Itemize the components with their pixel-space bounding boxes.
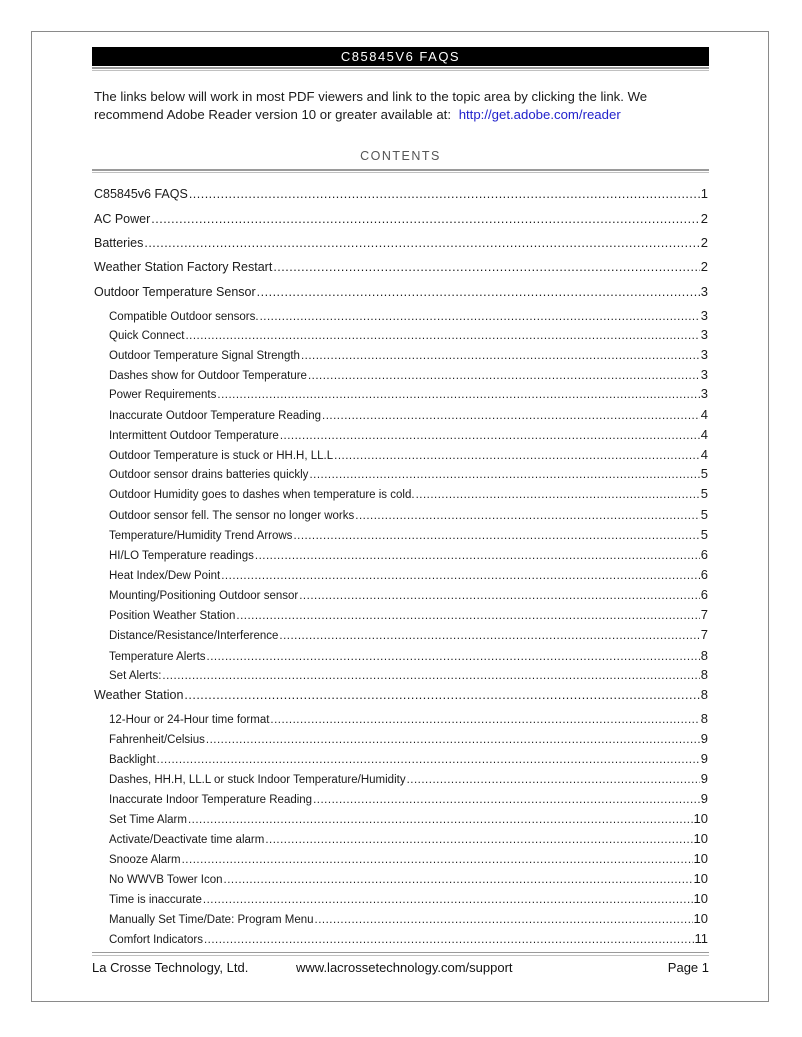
toc-dot-leader — [315, 914, 693, 926]
toc-dot-leader — [322, 410, 700, 422]
toc-dot-leader — [309, 469, 699, 481]
contents-divider — [92, 169, 709, 171]
toc-entry-page: 3 — [700, 308, 708, 323]
toc-entry[interactable] — [109, 731, 708, 749]
toc-entry[interactable] — [109, 587, 708, 605]
toc-dot-leader — [184, 688, 699, 702]
toc-entry-title: Backlight — [109, 754, 156, 766]
intro-text: The links below will work in most PDF viewers and link to the topic area by clicking the link. We recommend Adobe Reader version 10 or greater available at: — [94, 89, 648, 122]
toc-dot-leader — [207, 651, 700, 663]
toc-entry[interactable] — [109, 627, 708, 645]
toc-entry-page: 5 — [700, 486, 708, 501]
toc-dot-leader — [279, 630, 699, 642]
toc-entry-page: 8 — [700, 667, 708, 682]
document-title: C85845V6 FAQS — [92, 47, 709, 66]
toc-entry-page: 2 — [700, 235, 708, 250]
toc-entry[interactable] — [109, 547, 708, 565]
toc-entry-title: Outdoor sensor fell. The sensor no longer works — [109, 510, 355, 522]
toc-entry[interactable] — [94, 284, 708, 302]
toc-entry[interactable] — [109, 891, 708, 909]
toc-entry[interactable] — [109, 407, 708, 425]
toc-dot-leader — [334, 450, 700, 462]
toc-entry-title: Batteries — [94, 236, 144, 250]
footer-company: La Crosse Technology, Ltd. — [92, 960, 249, 975]
toc-entry-page: 6 — [700, 587, 708, 602]
toc-entry[interactable] — [109, 507, 708, 525]
toc-entry[interactable] — [94, 211, 708, 229]
toc-entry[interactable] — [94, 259, 708, 277]
toc-entry-title: Weather Station — [94, 688, 184, 702]
toc-entry-page: 8 — [700, 687, 708, 702]
toc-entry-title: Position Weather Station — [109, 610, 236, 622]
toc-entry[interactable] — [109, 851, 708, 869]
toc-entry[interactable] — [109, 347, 708, 365]
toc-entry-title: Compatible Outdoor sensors. — [109, 311, 259, 323]
toc-entry-title: Temperature Alerts — [109, 651, 206, 663]
toc-entry-title: Quick Connect — [109, 330, 185, 342]
toc-entry-page: 3 — [700, 347, 708, 362]
toc-entry-title: 12-Hour or 24-Hour time format — [109, 714, 270, 726]
intro-paragraph — [94, 88, 714, 124]
toc-entry[interactable] — [109, 648, 708, 666]
toc-entry[interactable] — [109, 607, 708, 625]
toc-entry-page: 10 — [693, 871, 708, 886]
toc-dot-leader — [151, 212, 699, 226]
toc-entry[interactable] — [109, 871, 708, 889]
toc-dot-leader — [188, 814, 693, 826]
toc-dot-leader — [204, 934, 694, 946]
toc-entry-page: 10 — [693, 831, 708, 846]
toc-dot-leader — [144, 236, 699, 250]
toc-entry[interactable] — [94, 235, 708, 253]
toc-entry[interactable] — [109, 447, 708, 465]
toc-entry[interactable] — [109, 811, 708, 829]
footer-url: www.lacrossetechnology.com/support — [296, 960, 513, 975]
toc-entry-title: Power Requirements — [109, 389, 217, 401]
toc-entry-title: Weather Station Factory Restart — [94, 260, 273, 274]
toc-dot-leader — [407, 774, 700, 786]
toc-entry-title: AC Power — [94, 212, 151, 226]
toc-entry-title: Dashes show for Outdoor Temperature — [109, 370, 307, 382]
toc-dot-leader — [221, 570, 700, 582]
toc-entry-title: Mounting/Positioning Outdoor sensor — [109, 590, 299, 602]
toc-entry-page: 9 — [700, 731, 708, 746]
toc-entry-title: Dashes, HH.H, LL.L or stuck Indoor Temperature/Humidity — [109, 774, 406, 786]
footer-page-number: Page 1 — [667, 960, 709, 975]
toc-entry[interactable] — [94, 687, 708, 705]
toc-entry[interactable] — [109, 791, 708, 809]
toc-entry-title: Time is inaccurate — [109, 894, 202, 906]
toc-entry-title: C85845v6 FAQS — [94, 187, 188, 201]
toc-dot-leader — [265, 834, 692, 846]
toc-dot-leader — [299, 590, 700, 602]
toc-entry[interactable] — [109, 466, 708, 484]
toc-dot-leader — [280, 430, 700, 442]
adobe-reader-link[interactable]: http://get.adobe.com/reader — [458, 107, 621, 122]
toc-entry-page: 8 — [700, 711, 708, 726]
toc-entry-page: 3 — [700, 386, 708, 401]
toc-entry-page: 9 — [700, 771, 708, 786]
toc-dot-leader — [273, 260, 699, 274]
toc-entry-page: 10 — [693, 891, 708, 906]
toc-entry[interactable] — [109, 711, 708, 729]
toc-entry[interactable] — [109, 667, 708, 685]
toc-dot-leader — [189, 187, 700, 201]
toc-entry[interactable] — [109, 751, 708, 769]
toc-entry[interactable] — [109, 931, 708, 949]
toc-dot-leader — [157, 754, 700, 766]
toc-entry-title: Set Alerts: — [109, 670, 162, 682]
toc-entry[interactable] — [109, 367, 708, 385]
toc-dot-leader — [308, 370, 700, 382]
toc-entry-page: 4 — [700, 427, 708, 442]
toc-entry-title: Temperature/Humidity Trend Arrows — [109, 530, 293, 542]
toc-entry-title: No WWVB Tower Icon — [109, 874, 223, 886]
toc-entry-title: Fahrenheit/Celsius — [109, 734, 205, 746]
toc-entry-title: Intermittent Outdoor Temperature — [109, 430, 279, 442]
toc-entry-page: 7 — [700, 627, 708, 642]
toc-entry-page: 10 — [693, 811, 708, 826]
toc-entry-title: HI/LO Temperature readings — [109, 550, 254, 562]
toc-dot-leader — [260, 311, 700, 323]
toc-entry-page: 3 — [700, 327, 708, 342]
toc-entry-title: Outdoor Temperature Signal Strength — [109, 350, 300, 362]
toc-entry-page: 2 — [700, 259, 708, 274]
toc-dot-leader — [313, 794, 700, 806]
toc-entry-title: Heat Index/Dew Point — [109, 570, 221, 582]
toc-entry-page: 5 — [700, 527, 708, 542]
toc-entry-page: 9 — [700, 751, 708, 766]
toc-entry[interactable] — [109, 567, 708, 585]
footer-divider — [92, 952, 709, 953]
toc-entry[interactable] — [109, 771, 708, 789]
toc-dot-leader — [203, 894, 693, 906]
toc-entry-title: Activate/Deactivate time alarm — [109, 834, 265, 846]
toc-dot-leader — [162, 670, 699, 682]
toc-dot-leader — [206, 734, 700, 746]
toc-entry-title: Manually Set Time/Date: Program Menu — [109, 914, 314, 926]
toc-entry-page: 8 — [700, 648, 708, 663]
toc-entry[interactable] — [109, 486, 708, 504]
toc-dot-leader — [355, 510, 700, 522]
toc-dot-leader — [224, 874, 693, 886]
toc-entry-title: Distance/Resistance/Interference — [109, 630, 279, 642]
toc-entry-page: 4 — [700, 407, 708, 422]
toc-entry-page: 5 — [700, 507, 708, 522]
toc-entry-page: 5 — [700, 466, 708, 481]
footer-divider-secondary — [92, 955, 709, 956]
toc-entry-title: Snooze Alarm — [109, 854, 181, 866]
toc-entry-page: 6 — [700, 547, 708, 562]
toc-dot-leader — [236, 610, 699, 622]
toc-dot-leader — [257, 285, 700, 299]
toc-entry-title: Comfort Indicators — [109, 934, 203, 946]
toc-entry-page: 4 — [700, 447, 708, 462]
toc-entry-page: 10 — [693, 851, 708, 866]
toc-entry-page: 1 — [700, 186, 708, 201]
toc-entry-page: 3 — [700, 284, 708, 299]
contents-heading: CONTENTS — [360, 149, 441, 163]
toc-entry[interactable] — [109, 831, 708, 849]
toc-dot-leader — [255, 550, 700, 562]
toc-entry-title: Outdoor Humidity goes to dashes when temperature is cold. — [109, 489, 415, 501]
toc-entry-page: 6 — [700, 567, 708, 582]
contents-divider-secondary — [92, 172, 709, 173]
toc-entry-title: Inaccurate Outdoor Temperature Reading — [109, 410, 322, 422]
toc-entry-title: Outdoor sensor drains batteries quickly — [109, 469, 309, 481]
toc-entry[interactable] — [109, 327, 708, 345]
toc-entry-page: 10 — [693, 911, 708, 926]
toc-dot-leader — [185, 330, 699, 342]
toc-dot-leader — [182, 854, 693, 866]
toc-entry-page: 9 — [700, 791, 708, 806]
toc-entry[interactable] — [109, 308, 708, 326]
toc-entry[interactable] — [109, 386, 708, 404]
toc-dot-leader — [293, 530, 699, 542]
toc-entry-page: 7 — [700, 607, 708, 622]
toc-dot-leader — [301, 350, 700, 362]
toc-entry-title: Outdoor Temperature is stuck or HH.H, LL.L — [109, 450, 334, 462]
title-divider-secondary — [92, 70, 709, 71]
page-footer — [92, 957, 709, 977]
toc-entry[interactable] — [109, 911, 708, 929]
toc-entry-page: 11 — [694, 931, 708, 946]
toc-entry-title: Inaccurate Indoor Temperature Reading — [109, 794, 313, 806]
toc-dot-leader — [217, 389, 699, 401]
toc-entry-title: Set Time Alarm — [109, 814, 187, 826]
toc-entry-page: 2 — [700, 211, 708, 226]
toc-dot-leader — [416, 489, 700, 501]
toc-entry-page: 3 — [700, 367, 708, 382]
toc-entry-title: Outdoor Temperature Sensor — [94, 285, 256, 299]
title-divider — [92, 67, 709, 69]
toc-dot-leader — [270, 714, 699, 726]
toc-entry[interactable] — [94, 186, 708, 204]
toc-entry[interactable] — [109, 427, 708, 445]
toc-entry[interactable] — [109, 527, 708, 545]
